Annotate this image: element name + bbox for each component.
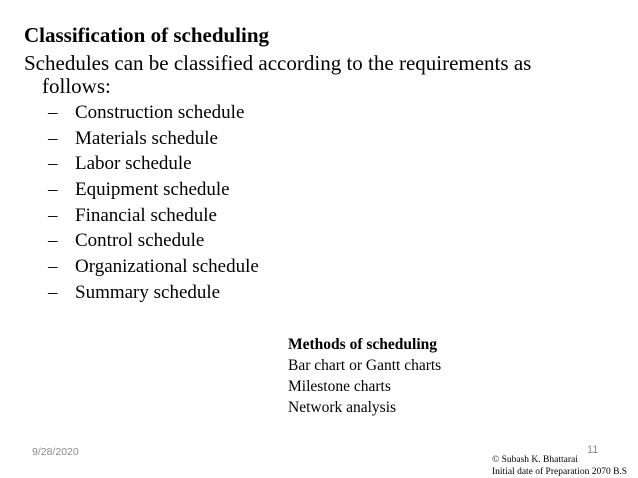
method-item: Milestone charts bbox=[288, 378, 391, 395]
credit-line-2: Initial date of Preparation 2070 B.S bbox=[492, 467, 628, 477]
dash-bullet-icon: – bbox=[48, 153, 58, 175]
credit-line-1: © Subash K. Bhattarai bbox=[492, 455, 578, 465]
slide-title: Classification of scheduling bbox=[24, 23, 270, 47]
list-item bbox=[48, 203, 259, 229]
list-item bbox=[48, 126, 259, 152]
list-item-text: Summary schedule bbox=[75, 281, 221, 303]
list-item bbox=[48, 280, 259, 306]
dash-bullet-icon: – bbox=[48, 102, 58, 123]
dash-bullet-icon: – bbox=[48, 256, 58, 278]
method-item: Network analysis bbox=[288, 399, 397, 416]
list-item-text: Equipment schedule bbox=[75, 179, 230, 201]
dash-bullet-icon: – bbox=[48, 204, 58, 226]
dash-bullet-icon: – bbox=[48, 127, 58, 149]
list-item bbox=[48, 151, 259, 177]
methods-heading: Methods of scheduling bbox=[288, 336, 437, 353]
list-item-text: Financial schedule bbox=[75, 204, 217, 226]
intro-line-2: follows: bbox=[42, 74, 111, 98]
dash-bullet-icon: – bbox=[48, 179, 58, 201]
list-item-text: Construction schedule bbox=[75, 102, 245, 123]
list-item bbox=[48, 100, 259, 126]
dash-bullet-icon: – bbox=[48, 230, 58, 252]
list-item bbox=[48, 254, 259, 280]
dash-bullet-icon: – bbox=[48, 281, 58, 303]
author-credit bbox=[492, 454, 627, 478]
list-item bbox=[48, 177, 259, 203]
schedule-type-list bbox=[48, 100, 259, 306]
intro-line-1: Schedules can be classified according to the requirements as bbox=[24, 51, 532, 75]
list-item bbox=[48, 228, 259, 254]
intro-text bbox=[24, 52, 624, 98]
methods-box bbox=[288, 334, 441, 418]
list-item-text: Materials schedule bbox=[75, 127, 218, 149]
list-item-text: Labor schedule bbox=[75, 153, 192, 175]
footer-date: 9/28/2020 bbox=[32, 446, 79, 458]
page-number: 11 bbox=[587, 444, 599, 456]
list-item-text: Control schedule bbox=[75, 230, 205, 252]
list-item-text: Organizational schedule bbox=[75, 256, 259, 278]
method-item: Bar chart or Gantt charts bbox=[288, 357, 442, 374]
